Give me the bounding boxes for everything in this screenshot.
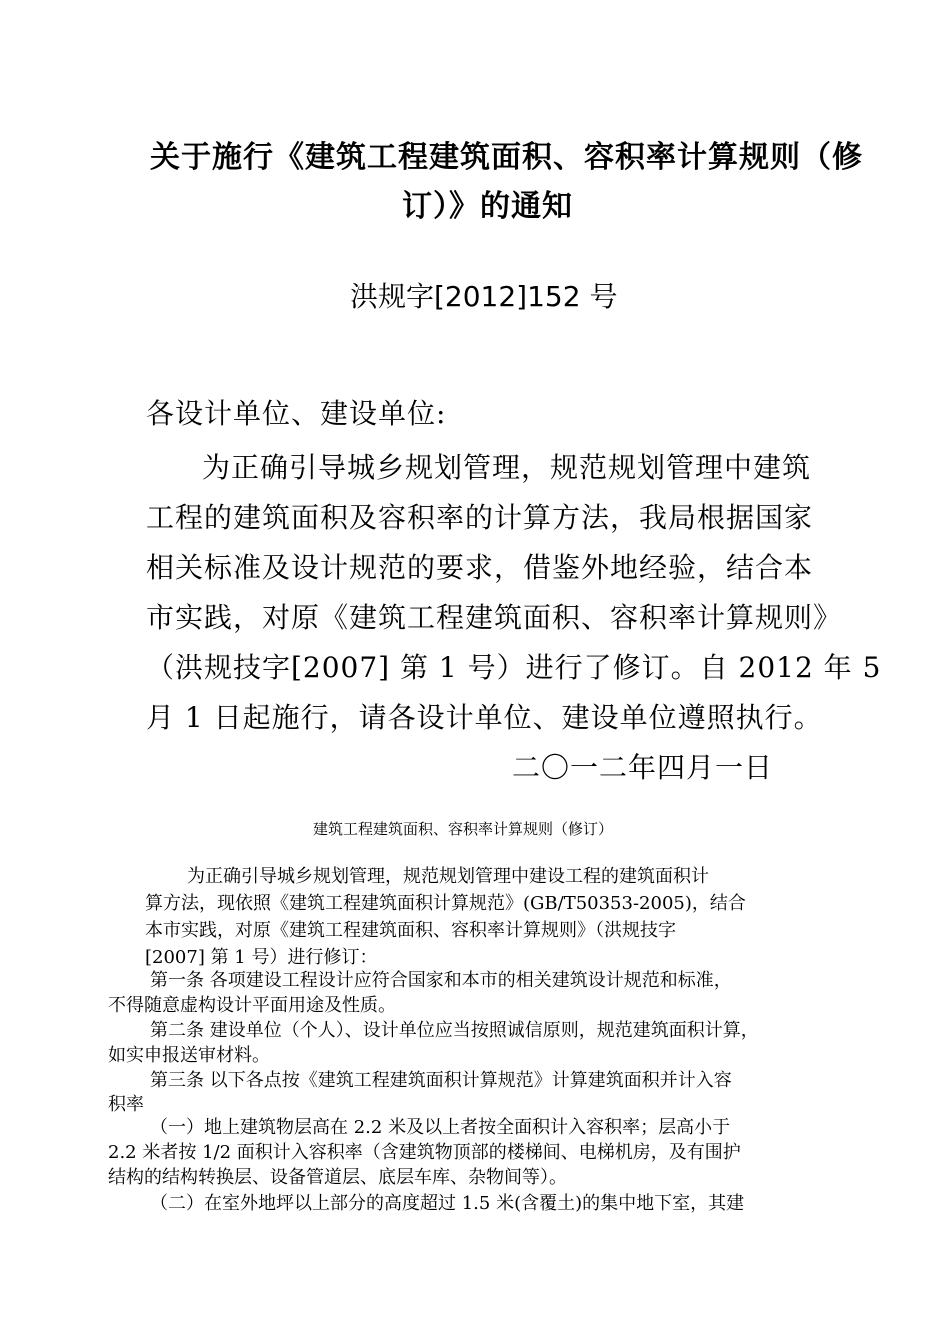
rules-line: 为正确引导城乡规划管理，规范规划管理中建设工程的建筑面积计 [187,866,709,887]
rules-line: [2007] 第 1 号）进行修订： [145,947,378,968]
notice-title-line-2: 订）》的通知 [402,189,573,224]
notice-body-line: （洪规技字[2007] 第 1 号）进行了修订。自 2012 年 5 [146,651,882,684]
document-number: 洪规字[2012]152 号 [350,280,618,313]
rules-line: 结构的结构转换层、设备管道层、底层车库、杂物间等）。 [108,1167,567,1188]
rules-line: 第二条 建设单位（个人）、设计单位应当按照诚信原则，规范建筑面积计算， [150,1020,759,1041]
salutation: 各设计单位、建设单位: [146,397,447,430]
notice-title-line-1: 关于施行《建筑工程建筑面积、容积率计算规则（修 [150,140,863,175]
notice-date: 二〇一二年四月一日 [512,751,774,784]
rules-line: 第三条 以下各点按《建筑工程建筑面积计算规范》计算建筑面积并计入容 [150,1070,732,1091]
notice-body-line: 为正确引导城乡规划管理，规范规划管理中建筑 [202,451,812,484]
notice-body-line: 月 1 日起施行，请各设计单位、建设单位遵照执行。 [146,701,823,734]
rules-line: 不得随意虚构设计平面用途及性质。 [108,995,396,1016]
rules-line: 算方法，现依照《建筑工程建筑面积计算规范》(GB/T50353-2005)，结合 [145,893,746,914]
rules-line: 积率 [108,1094,144,1115]
rules-line: 第一条 各项建设工程设计应符合国家和本市的相关建筑设计规范和标准， [150,970,732,991]
notice-body-line: 相关标准及设计规范的要求，借鉴外地经验，结合本 [146,551,814,584]
rules-line: 如实申报送审材料。 [108,1045,270,1066]
rules-line: 本市实践，对原《建筑工程建筑面积、容积率计算规则》（洪规技字 [145,920,676,941]
notice-body-line: 市实践，对原《建筑工程建筑面积、容积率计算规则》 [146,601,843,634]
rules-line: 2.2 米者按 1/2 面积计入容积率（含建筑物顶部的楼梯间、电梯机房，及有围护 [108,1142,741,1163]
rules-title: 建筑工程建筑面积、容积率计算规则（修订） [313,820,614,838]
rules-line: （一）地上建筑物层高在 2.2 米及以上者按全面积计入容积率；层高小于 [150,1117,731,1138]
rules-line: （二）在室外地坪以上部分的高度超过 1.5 米(含覆土)的集中地下室，其建 [150,1193,745,1214]
notice-body-line: 工程的建筑面积及容积率的计算方法，我局根据国家 [146,501,814,534]
